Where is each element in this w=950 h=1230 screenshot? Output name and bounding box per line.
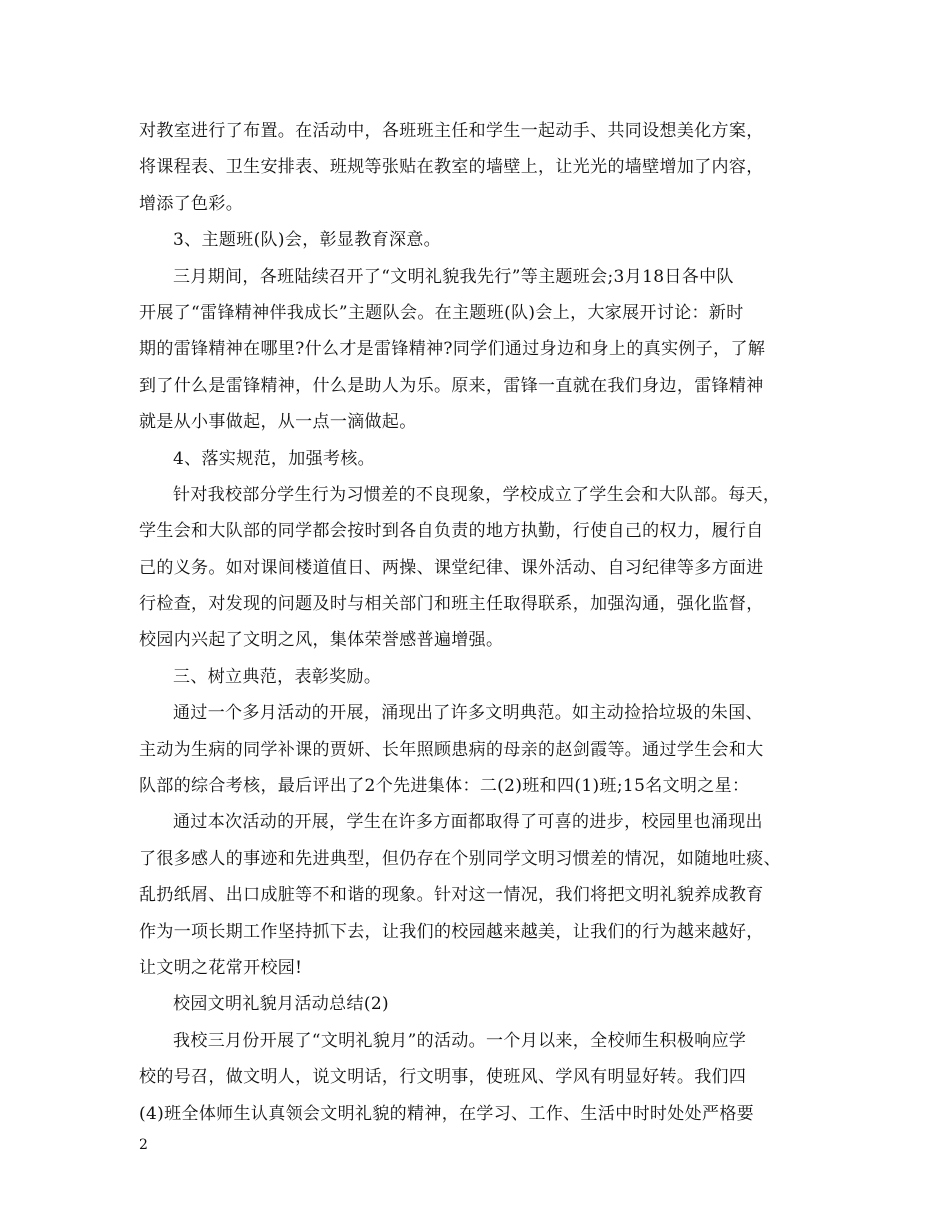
text-line: 学生会和大队部的同学都会按时到各自负责的地方执勤，行使自己的权力，履行自: [139, 521, 764, 542]
text-line: 对教室进行了布置。在活动中，各班班主任和学生一起动手、共同设想美化方案，: [139, 121, 764, 141]
text-line: 就是从小事做起，从一点一滴做起。: [139, 412, 417, 433]
text-line: 队部的综合考核，最后评出了2个先进集体：二(2)班和四(1)班;15名文明之星：: [139, 776, 750, 797]
page-number: 2: [139, 1137, 148, 1153]
section-heading: 4、落实规范，加强考核。: [173, 448, 376, 469]
text-line: 让文明之花常开校园!: [139, 957, 303, 978]
text-line: 了很多感人的事迹和先进典型，但仍存在个别同学文明习惯差的情况，如随地吐痰、: [139, 848, 781, 869]
text-line: 校的号召，做文明人，说文明话，行文明事，使班风、学风有明显好转。我们四: [139, 1067, 747, 1088]
body-text: [139, 113, 821, 1132]
section-heading: 3、主题班(队)会，彰显教育深意。: [173, 230, 442, 251]
text-line: 将课程表、卫生安排表、班规等张贴在教室的墙壁上，让光光的墙壁增加了内容，: [139, 157, 764, 178]
text-line: 己的义务。如对课间楼道值日、两操、课堂纪律、课外活动、自习纪律等多方面进: [139, 557, 764, 578]
paragraph-first-line: 通过一个多月活动的开展，涌现出了许多文明典范。如主动捡拾垃圾的朱国、: [173, 703, 763, 724]
text-line: 校园内兴起了文明之风，集体荣誉感普遍增强。: [139, 630, 504, 651]
text-line: 增添了色彩。: [139, 193, 244, 214]
text-line: 乱扔纸屑、出口成脏等不和谐的现象。针对这一情况，我们将把文明礼貌养成教育: [139, 885, 764, 906]
paragraph-first-line: 三月期间，各班陆续召开了“文明礼貌我先行”等主题班会;3月18日各中队: [173, 266, 734, 287]
document-title: 校园文明礼貌月活动总结(2): [173, 994, 389, 1015]
text-line: 作为一项长期工作坚持抓下去，让我们的校园越来越美，让我们的行为越来越好，: [139, 921, 764, 942]
paragraph-first-line: 我校三月份开展了“文明礼貌月”的活动。一个月以来，全校师生积极响应学: [173, 1030, 747, 1051]
paragraph-first-line: 通过本次活动的开展，学生在许多方面都取得了可喜的进步，校园里也涌现出: [173, 812, 763, 833]
text-line: 行检查，对发现的问题及时与相关部门和班主任取得联系，加强沟通，强化监督，: [139, 594, 764, 615]
text-line: 到了什么是雷锋精神，什么是助人为乐。原来，雷锋一直就在我们身边，雷锋精神: [139, 375, 764, 396]
section-heading: 三、树立典范，表彰奖励。: [173, 666, 382, 687]
text-line: (4)班全体师生认真领会文明礼貌的精神，在学习、工作、生活中时时处处严格要: [139, 1103, 755, 1124]
text-line: 开展了“雷锋精神伴我成长”主题队会。在主题班(队)会上，大家展开讨论：新时: [139, 302, 744, 323]
text-line: 主动为生病的同学补课的贾妍、长年照顾患病的母亲的赵剑霞等。通过学生会和大: [139, 739, 764, 760]
paragraph-first-line: 针对我校部分学生行为习惯差的不良现象，学校成立了学生会和大队部。每天，: [173, 484, 781, 505]
text-line: 期的雷锋精神在哪里?什么才是雷锋精神?同学们通过身边和身上的真实例子，了解: [139, 339, 766, 360]
